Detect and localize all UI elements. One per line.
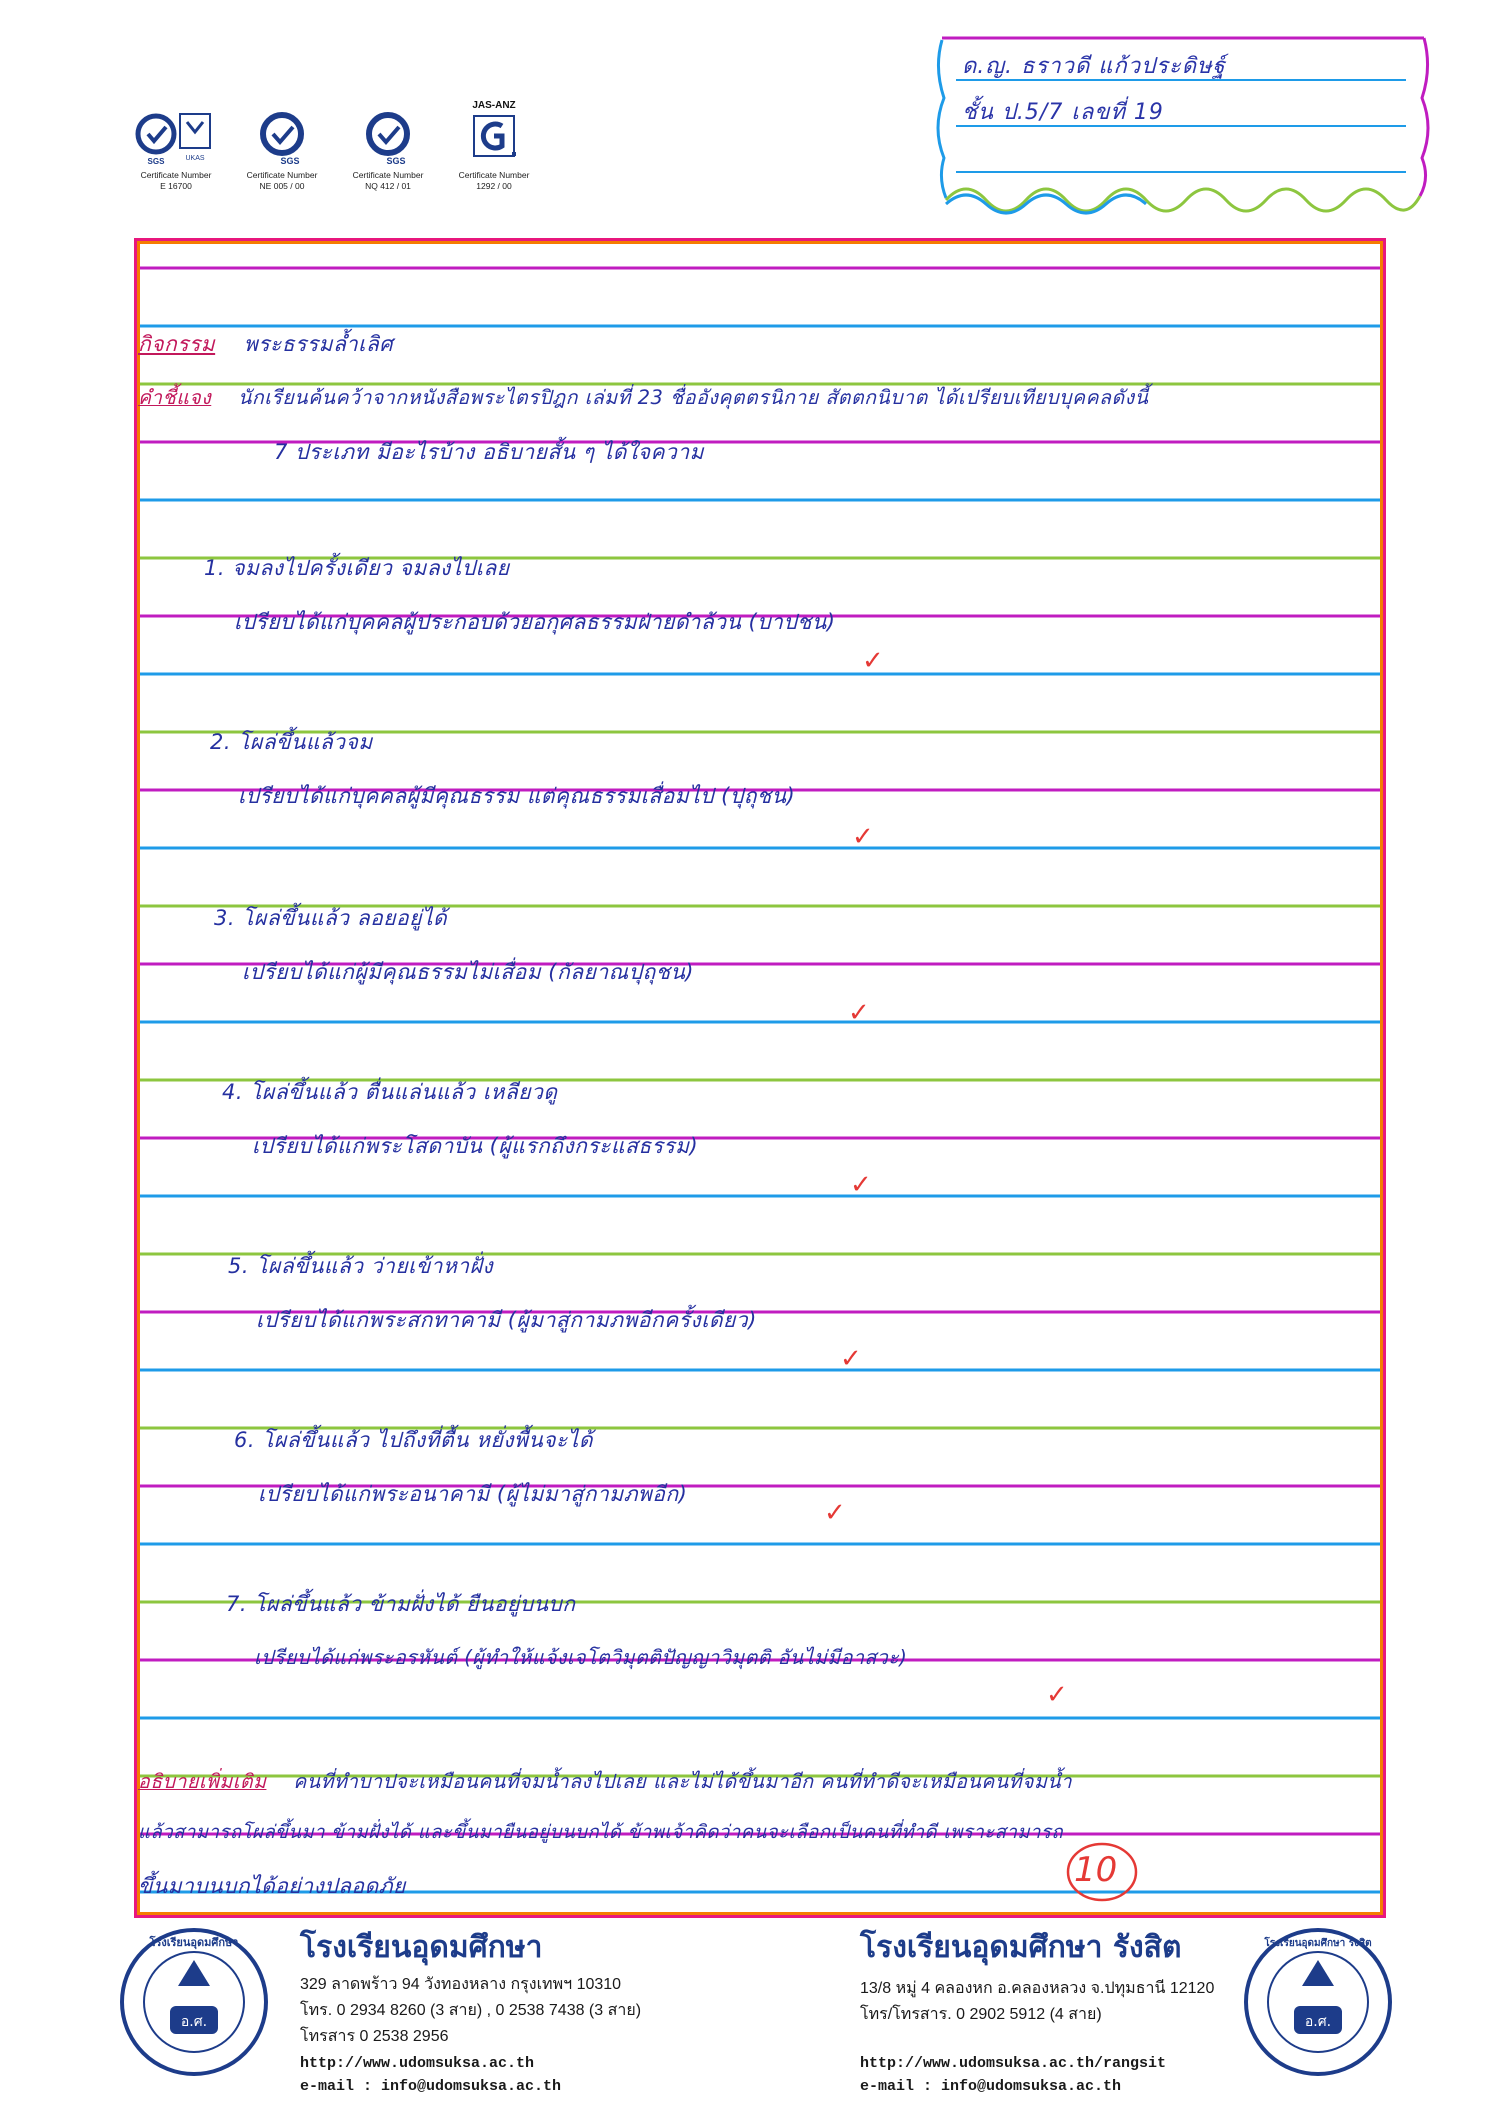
certificate-label: Certificate Number — [140, 170, 212, 180]
school-footer — [118, 1922, 1402, 2108]
address-right: 13/8 หมู่ 4 คลองหก อ.คลองหลวง จ.ปทุมธานี 12120 — [860, 1980, 1215, 1997]
check-mark-4: ✓ — [850, 1170, 872, 1200]
fax-left: โทรสาร 0 2538 2956 — [300, 2028, 449, 2045]
instruction-line-1 — [138, 382, 1149, 413]
item-3-meaning: เปรียบได้แก่ผู้มีคุณธรรมไม่เสื่อม (กัลยาณปุถุชน) — [242, 960, 694, 984]
school-name-left: โรงเรียนอุดมศึกษา — [300, 1930, 543, 1965]
item-2-meaning: เปรียบได้แก่บุคคลผู้มีคุณธรรม แต่คุณธรรมเสื่อมไป (ปุถุชน) — [238, 784, 796, 808]
ukas-mark: UKAS — [185, 155, 205, 162]
conclusion-line-1 — [138, 1766, 1072, 1797]
conclusion-label: อธิบายเพิ่มเติม — [138, 1770, 267, 1793]
item-1-meaning: เปรียบได้แก่บุคคลผู้ประกอบด้วยอกุศลธรรมฝ่ายดำล้วน (บาปชน) — [234, 610, 836, 634]
check-mark-1: ✓ — [862, 646, 884, 676]
jas-anz-icon — [464, 112, 524, 170]
certificate-label: Certificate Number — [458, 170, 530, 180]
school-seal-left-icon — [118, 1926, 270, 2078]
sgs-mark: SGS — [386, 156, 406, 166]
certificate-number: 1292 / 00 — [476, 181, 512, 191]
school-name-right: โรงเรียนอุดมศึกษา รังสิต — [860, 1930, 1182, 1965]
certificate-label: Certificate Number — [352, 170, 424, 180]
certificate-label: Certificate Number — [246, 170, 318, 180]
check-mark-6: ✓ — [824, 1498, 846, 1528]
seal-monogram: อ.ศ. — [180, 2014, 208, 2030]
worksheet-sheet — [134, 238, 1386, 1918]
conclusion-text-1: คนที่ทำบาปจะเหมือนคนที่จมน้ำลงไปเลย และไม่ได้ขึ้นมาอีก คนที่ทำดีจะเหมือนคนที่จมน้ำ — [293, 1770, 1073, 1793]
item-7-heading: 7. โผล่ขึ้นแล้ว ข้ามฝั่งได้ ยืนอยู่บนบก — [226, 1592, 576, 1616]
check-mark-5: ✓ — [840, 1344, 862, 1374]
instruction-label: คำชี้แจง — [138, 386, 212, 409]
check-mark-3: ✓ — [848, 998, 870, 1028]
student-name: ด.ญ. ธราวดี แก้วประดิษฐ์ — [962, 54, 1226, 79]
sgs-ukas-icon — [134, 108, 218, 170]
certification-logos — [128, 100, 548, 228]
instruction-text-1: นักเรียนค้นคว้าจากหนังสือพระไตรปิฎก เล่มที่ 23 ชื่ออังคุตตรนิกาย สัตตกนิบาต ได้เปรียบเทียบบุคคลดังนี้ — [238, 386, 1149, 409]
certificate-e16700 — [128, 108, 224, 192]
conclusion-text-2: แล้วสามารถโผล่ขึ้นมา ข้ามฝั่งได้ และขึ้นมายืนอยู่บนบกได้ ข้าพเจ้าคิดว่าคนจะเลือกเป็นคนที่ทำดี เพราะสามารถ — [138, 1822, 1064, 1843]
item-6-heading: 6. โผล่ขึ้นแล้ว ไปถึงที่ตื้น หยั่งพื้นจะได้ — [234, 1428, 594, 1452]
conclusion-text-3: ขึ้นมาบนบกได้อย่างปลอดภัย — [138, 1874, 406, 1898]
phone-left: โทร. 0 2934 8260 (3 สาย) , 0 2538 7438 (3 สาย) — [300, 2002, 642, 2019]
item-3-heading: 3. โผล่ขึ้นแล้ว ลอยอยู่ได้ — [214, 906, 448, 930]
sgs-mark: SGS — [147, 157, 165, 166]
school-seal-right-icon — [1242, 1926, 1394, 2078]
url-right[interactable]: http://www.udomsuksa.ac.th/rangsit — [860, 2055, 1167, 2072]
check-mark-2: ✓ — [852, 822, 874, 852]
check-mark-7: ✓ — [1046, 1680, 1068, 1710]
seal-text: โรงเรียนอุดมศึกษา รังสิต — [1264, 1938, 1372, 1949]
jas-anz-mark: JAS-ANZ — [472, 100, 516, 111]
activity-line — [138, 328, 393, 361]
item-1-heading: 1. จมลงไปครั้งเดียว จมลงไปเลย — [204, 556, 510, 580]
item-7-meaning: เปรียบได้แก่พระอรหันต์ (ผู้ทำให้แจ้งเจโตวิมุตติปัญญาวิมุตติ อันไม่มีอาสวะ) — [254, 1646, 908, 1669]
activity-label: กิจกรรม — [138, 332, 216, 356]
student-class-number: ชั้น ป.5/7 เลขที่ 19 — [962, 100, 1164, 125]
score-mark: 10 — [1074, 1850, 1118, 1890]
sgs-icon — [252, 108, 312, 170]
item-6-meaning: เปรียบได้แก่พระอนาคามี (ผู้ไม่มาสู่กามภพอีก) — [258, 1482, 688, 1506]
certificate-nq412 — [340, 108, 436, 192]
url-left[interactable]: http://www.udomsuksa.ac.th — [300, 2055, 535, 2072]
seal-monogram: อ.ศ. — [1304, 2014, 1332, 2030]
item-5-heading: 5. โผล่ขึ้นแล้ว ว่ายเข้าหาฝั่ง — [228, 1254, 494, 1278]
certificate-ne005 — [234, 108, 330, 192]
certificate-number: NE 005 / 00 — [259, 181, 305, 191]
item-5-meaning: เปรียบได้แก่พระสกทาคามี (ผู้มาสู่กามภพอีกครั้งเดียว) — [256, 1308, 757, 1332]
sgs-mark: SGS — [280, 156, 300, 166]
sgs-icon — [358, 108, 418, 170]
item-2-heading: 2. โผล่ขึ้นแล้วจม — [210, 730, 373, 754]
activity-title: พระธรรมล้ำเลิศ — [243, 332, 394, 356]
student-info-box — [936, 28, 1432, 224]
item-4-meaning: เปรียบได้แก่พระโสดาบัน (ผู้แรกถึงกระแสธรรม) — [252, 1134, 699, 1158]
item-4-heading: 4. โผล่ขึ้นแล้ว ตื่นแล่นแล้ว เหลียวดู — [222, 1080, 558, 1104]
phone-right: โทร/โทรสาร. 0 2902 5912 (4 สาย) — [860, 2006, 1102, 2023]
certificate-number: NQ 412 / 01 — [365, 181, 411, 191]
address-left: 329 ลาดพร้าว 94 วังทองหลาง กรุงเทพฯ 10310 — [300, 1976, 622, 1993]
instruction-text-2: 7 ประเภท มีอะไรบ้าง อธิบายสั้น ๆ ได้ใจความ — [274, 440, 704, 464]
certificate-1292 — [446, 100, 542, 192]
seal-text: โรงเรียนอุดมศึกษา — [149, 1936, 239, 1949]
certificate-number: E 16700 — [160, 181, 192, 191]
email-right[interactable]: e-mail : info@udomsuksa.ac.th — [860, 2078, 1122, 2095]
email-left[interactable]: e-mail : info@udomsuksa.ac.th — [300, 2078, 562, 2095]
